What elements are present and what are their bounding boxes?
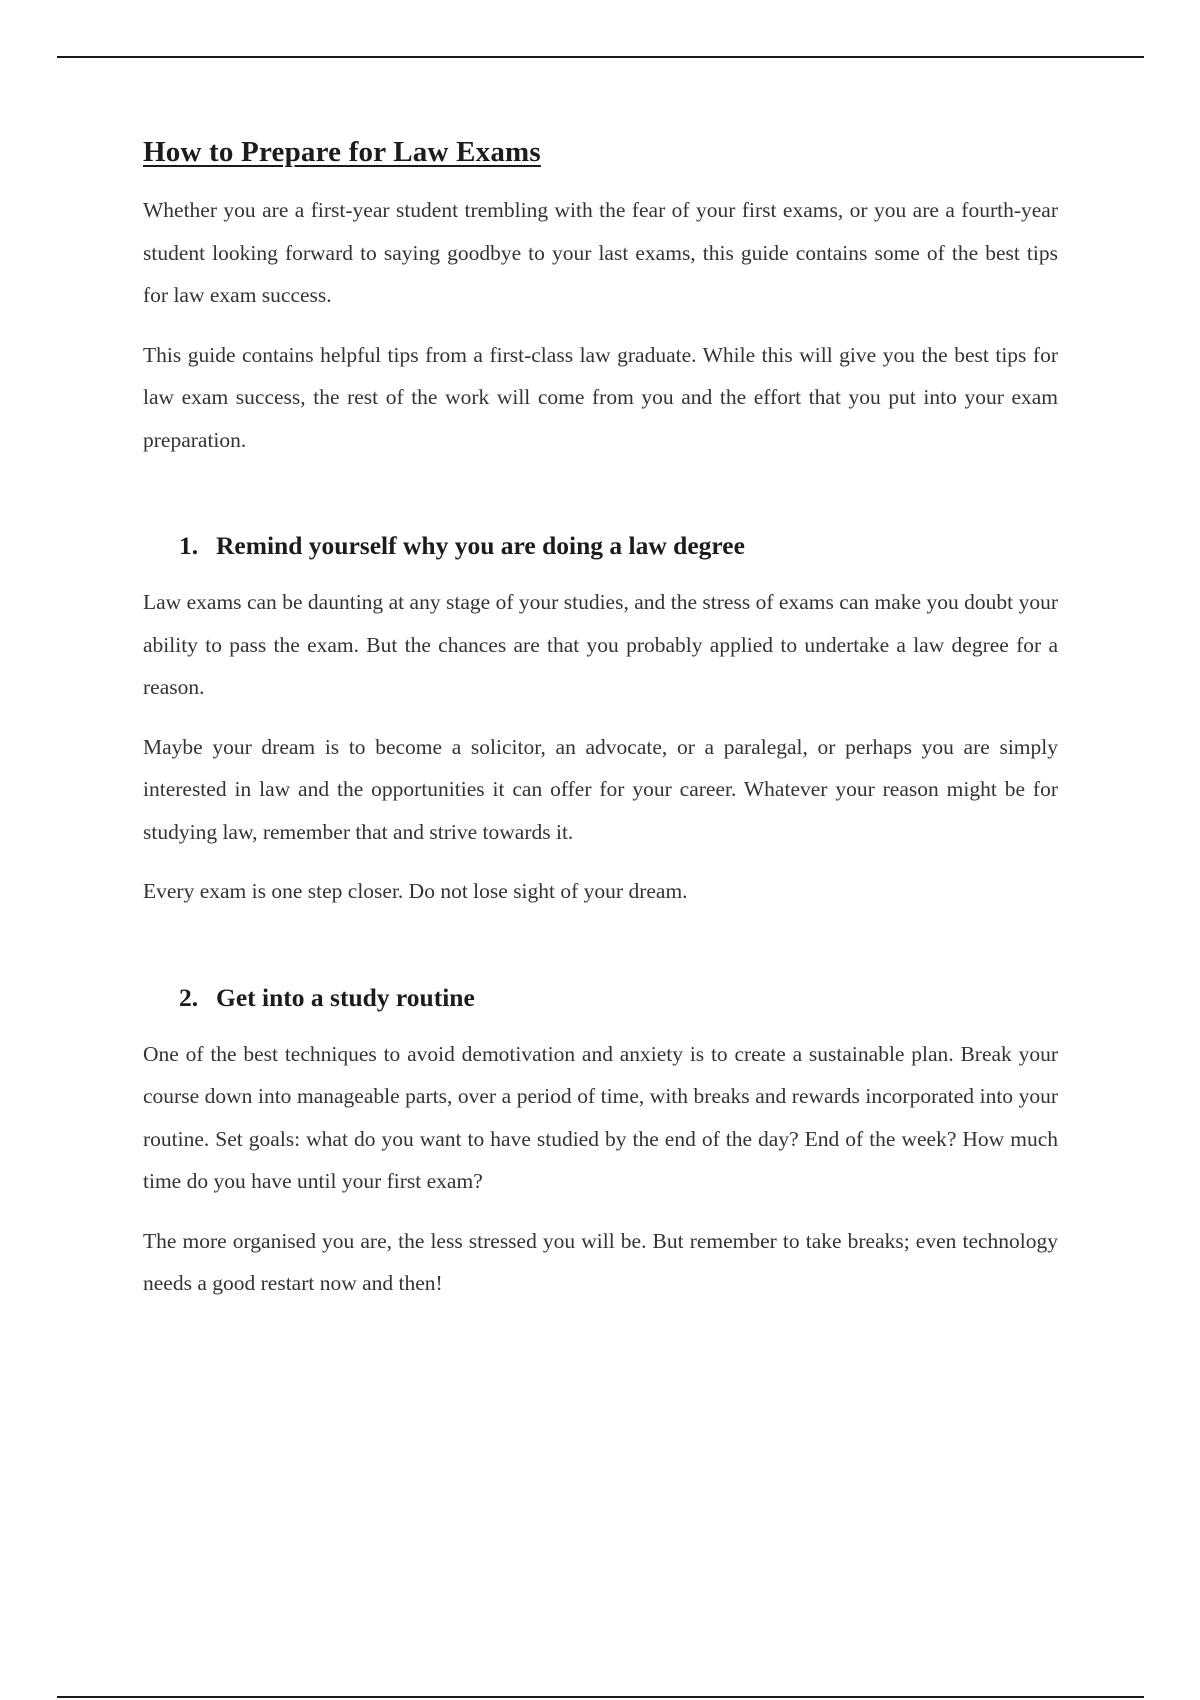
header-rule [57,56,1144,58]
section-1 [143,531,1058,913]
section-1-paragraph-1: Law exams can be daunting at any stage of your studies, and the stress of exams can make you doubt your ability to pass the exam. But the chances are that you probably applied to undertake a law degree for a reason. [143,590,1058,699]
section-1-paragraph-2: Maybe your dream is to become a solicitor, an advocate, or a paralegal, or perhaps you are simply interested in law and the opportunities it can offer for your career. Whatever your reason might be for studying law, remember that and strive towards it. [143,734,1058,844]
section-2-heading [179,983,1058,1013]
section-1-number: 1. [179,531,199,560]
intro-paragraph-1: Whether you are a first-year student trembling with the fear of your first exams, or you are a fourth-year student looking forward to saying goodbye to your last exams, this guide contains some of the best tips for law exam success. [143,198,1058,307]
document-title: How to Prepare for Law Exams [143,136,541,168]
section-2-number: 2. [179,982,199,1012]
intro-paragraph-2: This guide contains helpful tips from a first-class law graduate. While this will give you the best tips for law exam success, the rest of the work will come from you and the effort that you put into your exam preparation. [143,342,1058,452]
section-1-heading-text: Remind yourself why you are doing a law degree [216,531,745,560]
footer-rule [57,1696,1144,1698]
document-body [143,136,1058,1322]
section-2-heading-text: Get into a study routine [216,982,475,1012]
section-1-heading [179,531,1058,561]
section-2-paragraph-1: One of the best techniques to avoid demotivation and anxiety is to create a sustainable plan. Break your course down into manageable parts, over a period of time, with breaks and rewards incorporated into your routine. Set goals: what do you want to have studied by the end of the day? End of the week? How much time do you have until your first exam? [143,1041,1058,1193]
section-2-paragraph-2: The more organised you are, the less stressed you will be. But remember to take breaks; even technology needs a good restart now and then! [143,1228,1058,1295]
section-2 [143,983,1058,1305]
section-1-paragraph-3: Every exam is one step closer. Do not lose sight of your dream. [143,879,688,903]
